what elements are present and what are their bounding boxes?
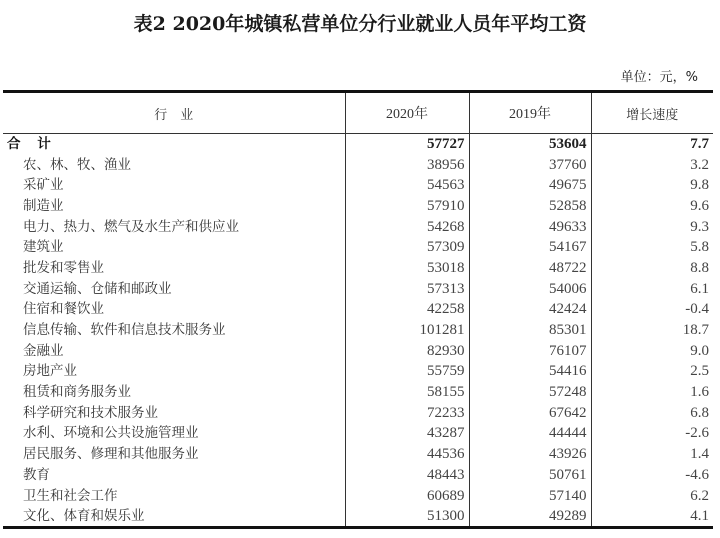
table-row [3, 506, 713, 528]
industry-cell: 合 计 [7, 136, 57, 153]
table-row [3, 278, 713, 299]
value-2020-cell: 43287 [345, 423, 469, 444]
growth-cell: 2.5 [591, 361, 713, 382]
industry-cell: 教育 [23, 466, 50, 483]
table-title: 表2 2020年城镇私营单位分行业就业人员年平均工资 [133, 13, 587, 35]
value-2019-cell: 67642 [469, 402, 591, 423]
value-2020-cell: 57910 [345, 196, 469, 217]
value-2019-cell: 53604 [469, 134, 591, 155]
growth-cell: 3.2 [591, 154, 713, 175]
value-2019-cell: 85301 [469, 320, 591, 341]
value-2019-cell: 49675 [469, 175, 591, 196]
growth-cell: 18.7 [591, 320, 713, 341]
growth-cell: 4.1 [591, 506, 713, 528]
value-2019-cell: 52858 [469, 196, 591, 217]
industry-cell: 信息传输、软件和信息技术服务业 [23, 322, 226, 339]
value-2019-cell: 57140 [469, 485, 591, 506]
table-row [3, 465, 713, 486]
header-2020: 2020年 [345, 92, 469, 134]
value-2020-cell: 58155 [345, 382, 469, 403]
growth-cell: 9.6 [591, 196, 713, 217]
value-2019-cell: 43926 [469, 444, 591, 465]
table-row [3, 485, 713, 506]
wage-table [3, 90, 713, 529]
value-2020-cell: 57309 [345, 237, 469, 258]
industry-cell: 住宿和餐饮业 [23, 301, 104, 318]
unit-note: 单位：元，% [620, 70, 698, 85]
value-2019-cell: 57248 [469, 382, 591, 403]
growth-cell: 6.1 [591, 278, 713, 299]
value-2019-cell: 37760 [469, 154, 591, 175]
table-row [3, 320, 713, 341]
growth-cell: 6.8 [591, 402, 713, 423]
growth-cell: 6.2 [591, 485, 713, 506]
value-2019-cell: 54167 [469, 237, 591, 258]
value-2019-cell: 54006 [469, 278, 591, 299]
total-row [3, 134, 713, 155]
industry-cell: 租赁和商务服务业 [23, 384, 131, 401]
header-row [3, 92, 713, 134]
industry-cell: 采矿业 [23, 177, 64, 194]
industry-cell: 房地产业 [23, 363, 77, 380]
industry-cell: 水利、环境和公共设施管理业 [23, 425, 199, 442]
value-2019-cell: 48722 [469, 258, 591, 279]
industry-cell: 居民服务、修理和其他服务业 [23, 446, 199, 463]
growth-cell: 1.6 [591, 382, 713, 403]
table-row [3, 237, 713, 258]
growth-cell: -0.4 [591, 299, 713, 320]
growth-cell: 8.8 [591, 258, 713, 279]
value-2020-cell: 54563 [345, 175, 469, 196]
table-row [3, 154, 713, 175]
industry-cell: 文化、体育和娱乐业 [3, 506, 345, 528]
header-growth: 增长速度 [591, 92, 713, 134]
value-2020-cell: 57313 [345, 278, 469, 299]
value-2020-cell: 53018 [345, 258, 469, 279]
value-2019-cell: 49289 [469, 506, 591, 528]
table-row [3, 382, 713, 403]
header-industry: 行 业 [3, 92, 345, 134]
table-row [3, 340, 713, 361]
value-2020-cell: 82930 [345, 340, 469, 361]
value-2019-cell: 50761 [469, 465, 591, 486]
header-2019: 2019年 [469, 92, 591, 134]
value-2020-cell: 42258 [345, 299, 469, 320]
industry-cell: 卫生和社会工作 [23, 487, 118, 504]
value-2020-cell: 101281 [345, 320, 469, 341]
table-row [3, 423, 713, 444]
value-2020-cell: 54268 [345, 216, 469, 237]
value-2019-cell: 54416 [469, 361, 591, 382]
value-2020-cell: 60689 [345, 485, 469, 506]
growth-cell: -4.6 [591, 465, 713, 486]
value-2019-cell: 49633 [469, 216, 591, 237]
industry-cell: 批发和零售业 [23, 259, 104, 276]
value-2020-cell: 38956 [345, 154, 469, 175]
industry-cell: 金融业 [23, 342, 64, 359]
value-2020-cell: 57727 [345, 134, 469, 155]
value-2019-cell: 44444 [469, 423, 591, 444]
industry-cell: 制造业 [23, 197, 64, 214]
value-2020-cell: 72233 [345, 402, 469, 423]
growth-cell: 9.8 [591, 175, 713, 196]
value-2020-cell: 51300 [345, 506, 469, 528]
value-2020-cell: 44536 [345, 444, 469, 465]
value-2020-cell: 55759 [345, 361, 469, 382]
growth-cell: 9.0 [591, 340, 713, 361]
value-2020-cell: 48443 [345, 465, 469, 486]
table-row [3, 175, 713, 196]
table-row [3, 444, 713, 465]
table-row [3, 258, 713, 279]
growth-cell: 1.4 [591, 444, 713, 465]
table-row [3, 216, 713, 237]
table-row [3, 299, 713, 320]
growth-cell: 5.8 [591, 237, 713, 258]
industry-cell: 电力、热力、燃气及水生产和供应业 [23, 218, 239, 235]
value-2019-cell: 76107 [469, 340, 591, 361]
growth-cell: 7.7 [591, 134, 713, 155]
industry-cell: 建筑业 [23, 239, 64, 256]
table-row [3, 361, 713, 382]
industry-cell: 交通运输、仓储和邮政业 [23, 280, 172, 297]
growth-cell: 9.3 [591, 216, 713, 237]
growth-cell: -2.6 [591, 423, 713, 444]
table-row [3, 402, 713, 423]
table-row [3, 196, 713, 217]
industry-cell: 农、林、牧、渔业 [23, 156, 131, 173]
value-2019-cell: 42424 [469, 299, 591, 320]
industry-cell: 科学研究和技术服务业 [23, 404, 158, 421]
